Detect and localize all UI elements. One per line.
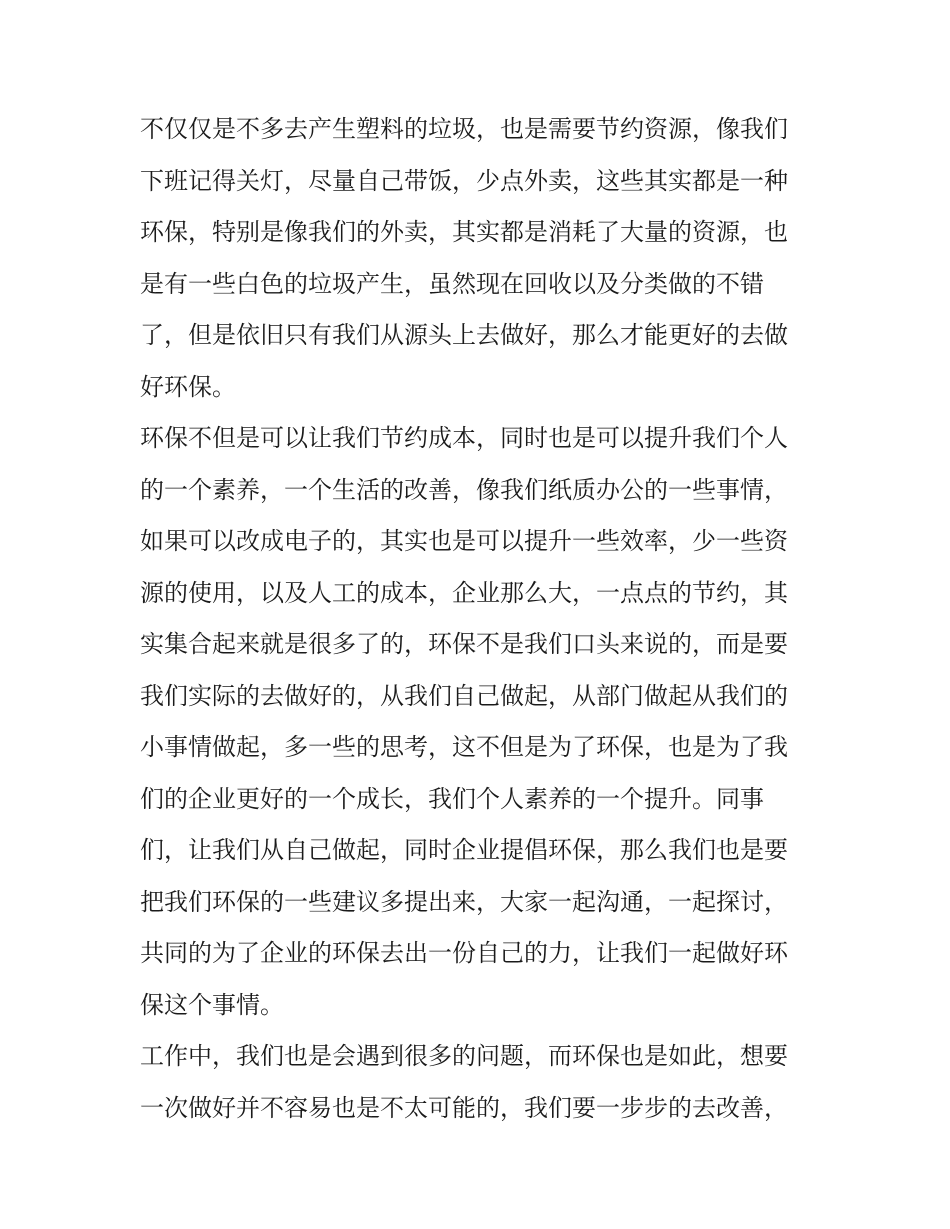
text-line: 们的企业更好的一个成长，我们个人素养的一个提升。同事 <box>140 784 764 813</box>
text-line: 把我们环保的一些建议多提出来，大家一起沟通，一起探讨， <box>140 887 788 916</box>
body-text <box>140 104 812 1134</box>
text-line: 工作中，我们也是会遇到很多的问题，而环保也是如此，想要 <box>140 1042 788 1070</box>
text-line: 了，但是依旧只有我们从源头上去做好，那么才能更好的去做 <box>140 321 788 349</box>
text-line: 一次做好并不容易也是不太可能的，我们要一步步的去改善， <box>140 1093 788 1122</box>
text-line: 我们实际的去做好的，从我们自己做起，从部门做起从我们的 <box>140 681 788 710</box>
text-line: 如果可以改成电子的，其实也是可以提升一些效率，少一些资 <box>140 527 788 555</box>
text-line: 不仅仅是不多去产生塑料的垃圾，也是需要节约资源，像我们 <box>140 115 788 143</box>
text-line: 共同的为了企业的环保去出一份自己的力，让我们一起做好环 <box>140 939 788 967</box>
text-line: 环保，特别是像我们的外卖，其实都是消耗了大量的资源，也 <box>140 218 788 246</box>
text-line: 保这个事情。 <box>140 990 284 1019</box>
text-line: 们，让我们从自己做起，同时企业提倡环保，那么我们也是要 <box>140 836 788 864</box>
text-line: 的一个素养，一个生活的改善，像我们纸质办公的一些事情， <box>140 475 788 504</box>
text-line: 小事情做起，多一些的思考，这不但是为了环保，也是为了我 <box>140 733 788 761</box>
text-line: 下班记得关灯，尽量自己带饭，少点外卖，这些其实都是一种 <box>140 166 788 195</box>
text-line: 源的使用，以及人工的成本，企业那么大，一点点的节约，其 <box>140 578 788 607</box>
text-line: 环保不但是可以让我们节约成本，同时也是可以提升我们个人 <box>140 424 788 452</box>
text-line: 实集合起来就是很多了的，环保不是我们口头来说的，而是要 <box>140 630 788 658</box>
text-line: 好环保。 <box>140 372 236 401</box>
text-line: 是有一些白色的垃圾产生，虽然现在回收以及分类做的不错 <box>140 269 764 298</box>
